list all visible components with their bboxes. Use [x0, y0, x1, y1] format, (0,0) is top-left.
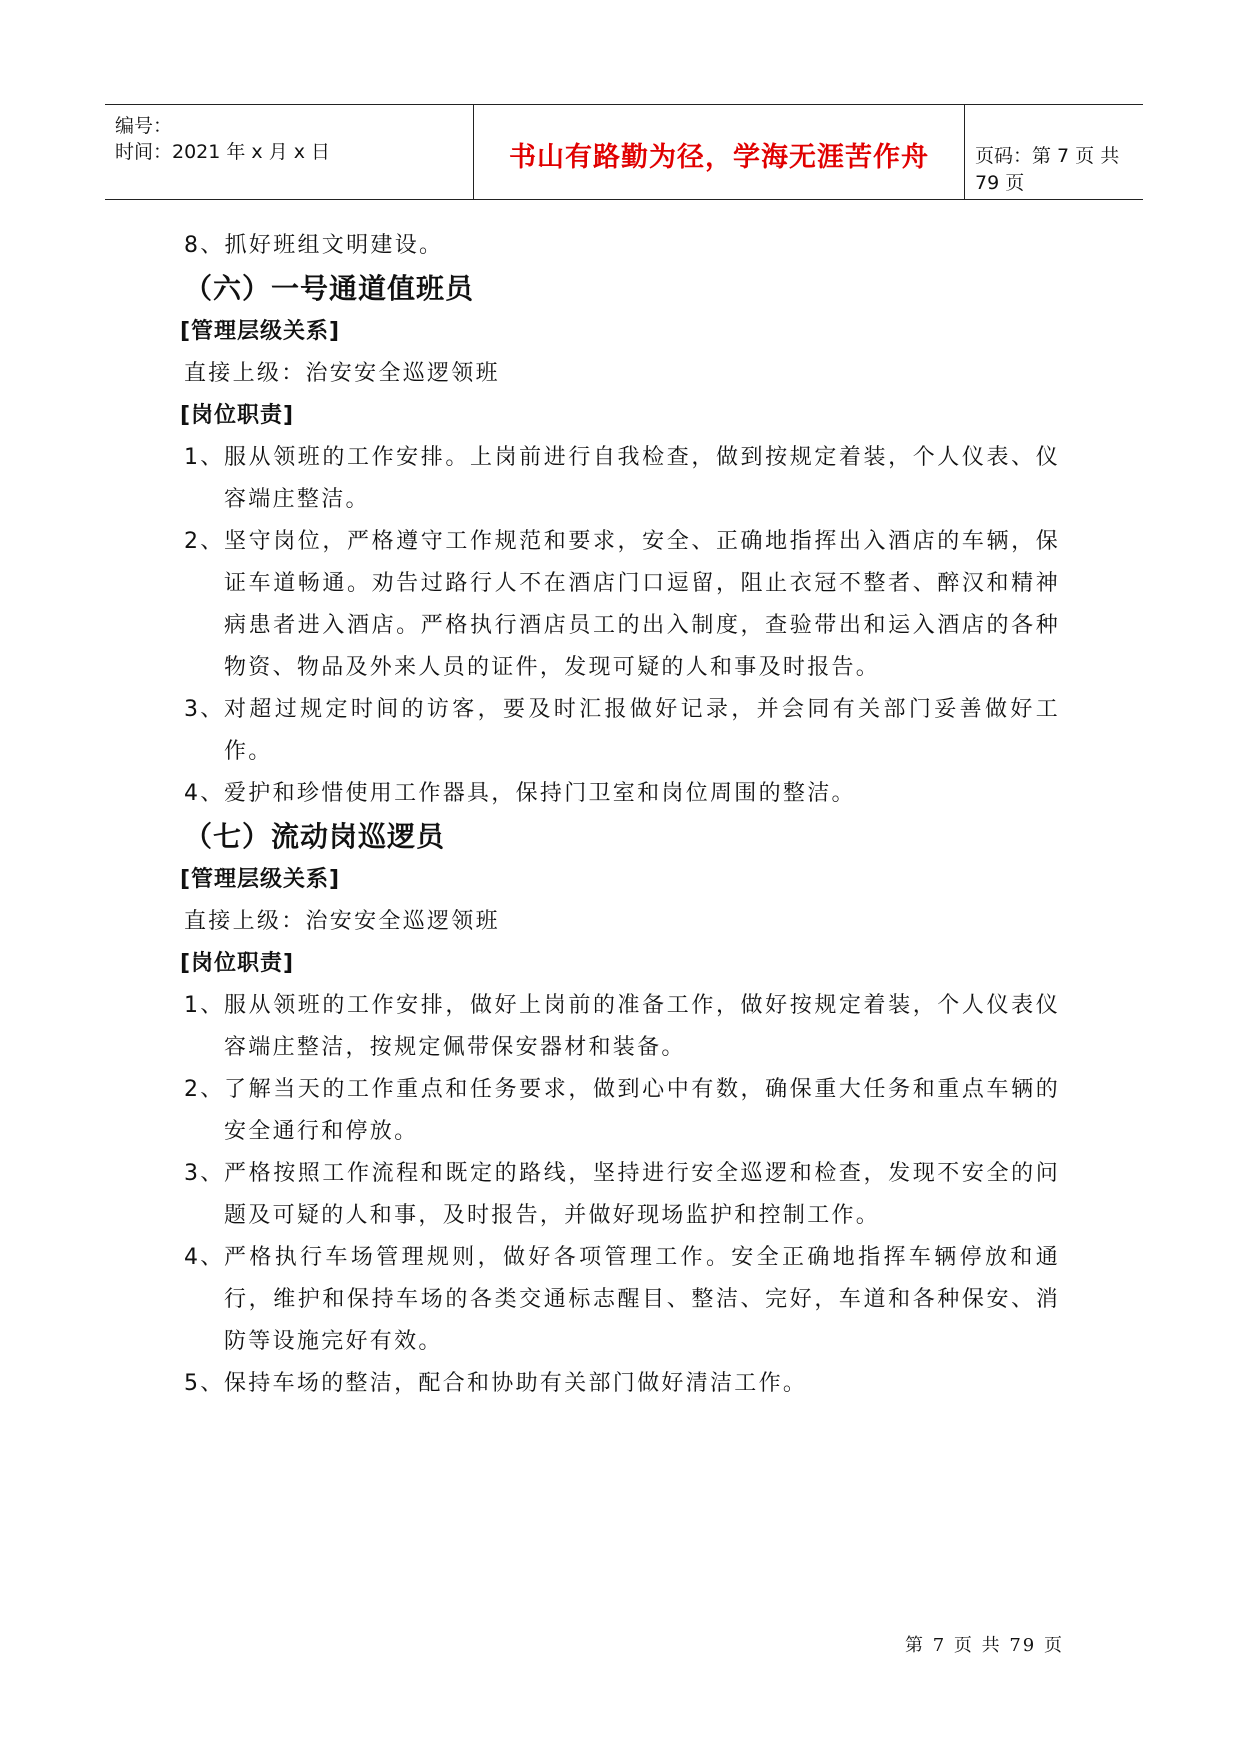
superior-line: 直接上级：治安安全巡逻领班 [184, 361, 500, 386]
item-number: 5、 [184, 1371, 225, 1396]
document-number-label: 编号： [115, 115, 173, 137]
item-text: 服从领班的工作安排，做好上岗前的准备工作，做好按规定着装，个人仪表仪容端庄整洁，按规定佩带保安器材和装备。 [224, 993, 1060, 1060]
duty-item [184, 689, 1064, 773]
subsection-heading: [管理层级关系] [180, 319, 341, 344]
section-title: （七）流动岗巡逻员 [184, 820, 446, 853]
page-footer: 第 7 页 共 79 页 [905, 1635, 1064, 1656]
item-text: 坚守岗位，严格遵守工作规范和要求，安全、正确地指挥出入酒店的车辆，保证车道畅通。劝告过路行人不在酒店门口逗留，阻止衣冠不整者、醉汉和精神病患者进入酒店。严格执行酒店员工的出入制度，查验带出和运入酒店的各种物资、物品及外来人员的证件，发现可疑的人和事及时报告。 [224, 529, 1060, 680]
section-title: （六）一号通道值班员 [184, 272, 475, 305]
item-text: 严格按照工作流程和既定的路线，坚持进行安全巡逻和检查，发现不安全的问题及可疑的人和事，及时报告，并做好现场监护和控制工作。 [224, 1161, 1060, 1228]
item-number: 1、 [184, 445, 225, 470]
item-text: 服从领班的工作安排。上岗前进行自我检查，做到按规定着装，个人仪表、仪容端庄整洁。 [224, 445, 1060, 512]
superior-line: 直接上级：治安安全巡逻领班 [184, 909, 500, 934]
item-number: 3、 [184, 1161, 225, 1186]
header-page-cell [965, 105, 1143, 199]
item-number: 4、 [184, 781, 225, 806]
document-header [105, 104, 1143, 200]
item-number: 2、 [184, 1077, 225, 1102]
intro-line: 8、抓好班组文明建设。 [184, 233, 444, 258]
subsection-heading: [管理层级关系] [180, 867, 341, 892]
duty-item [184, 1069, 1064, 1153]
item-text: 严格执行车场管理规则，做好各项管理工作。安全正确地指挥车辆停放和通行，维护和保持车场的各类交通标志醒目、整洁、完好，车道和各种保安、消防等设施完好有效。 [224, 1245, 1060, 1354]
duty-item [184, 773, 1064, 815]
item-number: 4、 [184, 1245, 225, 1270]
header-page-info: 页码：第 7 页 共 79 页 [975, 145, 1120, 194]
subsection-heading: [岗位职责] [180, 951, 295, 976]
duty-item [184, 1363, 1064, 1405]
subsection-heading: [岗位职责] [180, 403, 295, 428]
item-text: 保持车场的整洁，配合和协助有关部门做好清洁工作。 [224, 1371, 808, 1396]
duty-item [184, 985, 1064, 1069]
document-body [180, 225, 1064, 1405]
duty-item [184, 1237, 1064, 1363]
header-motto: 书山有路勤为径，学海无涯苦作舟 [509, 142, 929, 173]
duty-item [184, 521, 1064, 689]
header-motto-cell [473, 105, 965, 199]
item-number: 1、 [184, 993, 225, 1018]
duty-item [184, 437, 1064, 521]
item-number: 3、 [184, 697, 225, 722]
header-left-cell [115, 105, 470, 199]
document-date: 时间：2021 年 x 月 x 日 [115, 141, 331, 163]
item-text: 了解当天的工作重点和任务要求，做到心中有数，确保重大任务和重点车辆的安全通行和停放。 [224, 1077, 1060, 1144]
item-number: 2、 [184, 529, 225, 554]
duty-item [184, 1153, 1064, 1237]
item-text: 爱护和珍惜使用工作器具，保持门卫室和岗位周围的整洁。 [224, 781, 856, 806]
item-text: 对超过规定时间的访客，要及时汇报做好记录，并会同有关部门妥善做好工作。 [224, 697, 1060, 764]
